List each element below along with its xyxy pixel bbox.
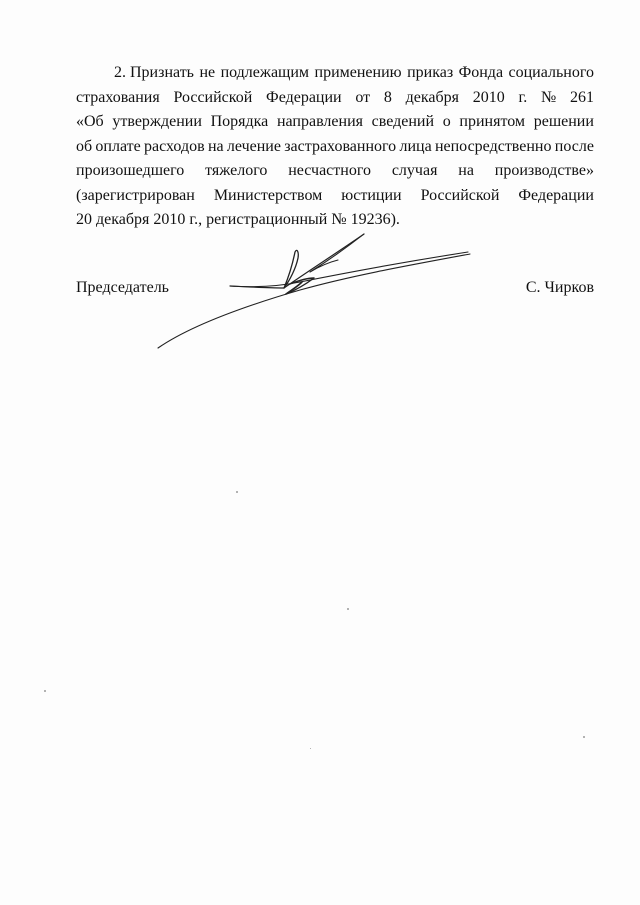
- scan-speck: [236, 491, 238, 493]
- word: Федерации: [518, 186, 594, 204]
- word: применению: [314, 64, 402, 81]
- word: от: [355, 88, 371, 106]
- word: 8: [383, 88, 392, 106]
- word: «Об: [76, 113, 104, 130]
- paragraph-line-5: [76, 159, 594, 184]
- word: Министерством: [213, 186, 323, 204]
- word: не: [199, 64, 216, 81]
- word: производстве»: [494, 162, 594, 179]
- word: застрахованного: [284, 137, 397, 155]
- word: случая: [391, 162, 438, 179]
- word: (зарегистрирован: [76, 186, 195, 204]
- word: на: [458, 162, 474, 179]
- paragraph-line-4: [76, 135, 594, 160]
- word: оплате: [95, 137, 141, 155]
- word: декабря: [405, 88, 459, 106]
- word: Российской: [420, 186, 500, 204]
- word: тяжелого: [205, 162, 268, 179]
- word: сведений: [371, 113, 435, 130]
- scan-speck: [310, 748, 311, 749]
- word: социального: [508, 64, 594, 81]
- word: на: [207, 137, 224, 155]
- word: направления: [276, 113, 363, 130]
- paragraph-line-6: [76, 184, 594, 209]
- word: принятом: [459, 113, 526, 130]
- word: лица: [399, 137, 432, 155]
- paragraph-line-1: [76, 61, 594, 86]
- word: Федерации: [266, 88, 342, 106]
- word: страхования: [76, 88, 160, 106]
- word: решении: [533, 113, 594, 130]
- scan-speck: [44, 690, 46, 692]
- signatory-title: Председатель: [76, 279, 169, 296]
- word: о: [442, 113, 451, 130]
- scan-speck: [583, 736, 585, 738]
- scan-speck: [347, 608, 349, 610]
- word: Фонда: [458, 64, 504, 81]
- signatory-name: С. Чирков: [525, 279, 594, 296]
- word: расходов: [144, 137, 205, 155]
- word: утверждении: [112, 113, 202, 130]
- word: г.: [518, 88, 528, 106]
- word: несчастного: [288, 162, 371, 179]
- word: произошедшего: [76, 162, 185, 179]
- word: юстиции: [341, 186, 402, 204]
- word: №: [540, 88, 557, 106]
- word: 261: [569, 88, 594, 106]
- word: 2. Признать: [114, 64, 194, 81]
- word: непосредственно: [434, 137, 552, 155]
- word: лечение: [226, 137, 281, 155]
- word: 2010: [472, 88, 505, 106]
- word: Порядка: [210, 113, 269, 130]
- paragraph-line-2: [76, 86, 594, 111]
- paragraph-2: [76, 61, 594, 233]
- handwritten-signature: [150, 228, 480, 358]
- word: подлежащим: [220, 64, 310, 81]
- word: Российской: [173, 88, 253, 106]
- word: после: [554, 137, 594, 155]
- word: 20 декабря 2010 г., регистрационный № 19236).: [76, 211, 400, 228]
- paragraph-line-3: [76, 110, 594, 135]
- word: приказ: [407, 64, 454, 81]
- word: об: [76, 137, 93, 155]
